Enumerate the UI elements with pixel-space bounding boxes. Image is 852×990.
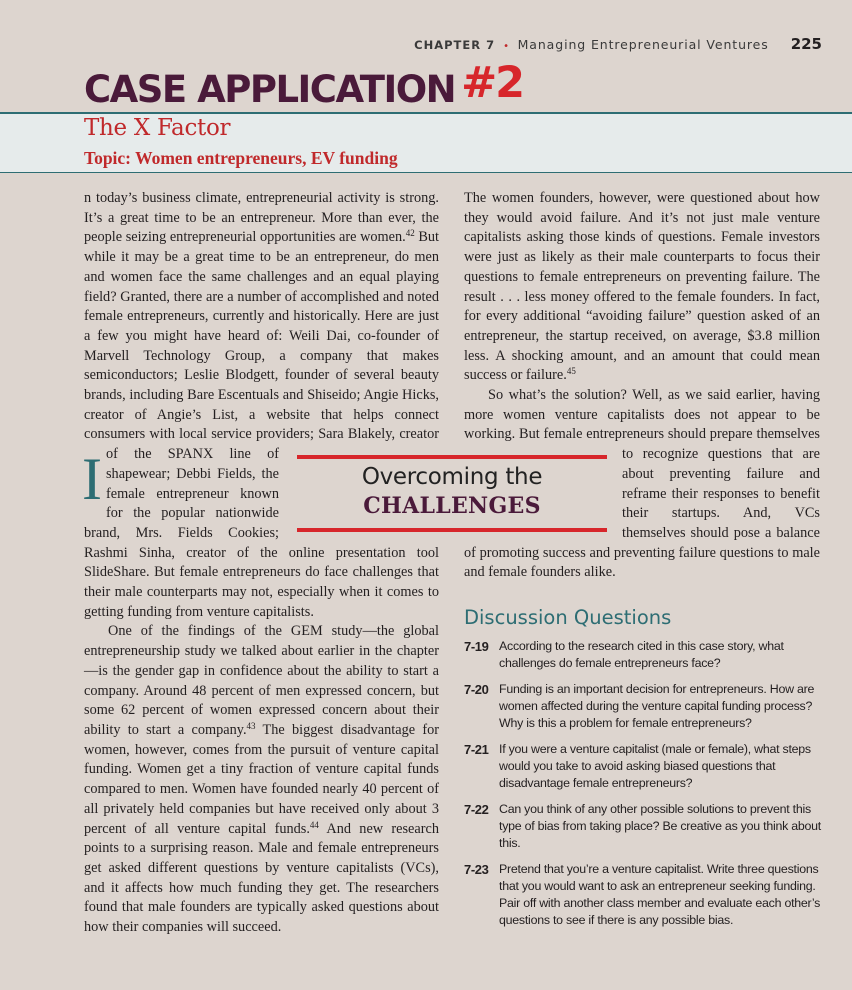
- wrap-block: [464, 452, 622, 536]
- case-title-text: CASE APPLICATION: [84, 68, 456, 111]
- case-topic: Topic: Women entrepreneurs, EV funding: [84, 148, 398, 168]
- text-run: The biggest disadvantage for women, however, comes from the pursuit of venture capital funding. Women get a tiny fraction of venture capital funds compared to men. Women have founded nearly 40 percent of all privately held companies but have received only about 3 percent of all venture capital funds.: [84, 721, 439, 837]
- question-text: If you were a venture capitalist (male or female), what steps would you take to avoid asking biased questions that disadvantage female entrepreneurs?: [499, 742, 811, 790]
- text-run: But while it may be a great time to be an entrepreneur, do men and women face the same challenges and an equal playing field? Granted, there are a number of accomplished and noted female entrepreneurs, currently and historically. Here are just a few you might have heard of: Weili Dai, co-founder of Marvell Technology Group, a company that makes semiconductors; Leslie Blodgett, founder of several beauty brands, including Bare Escentuals and Shiseido; Angie Hicks, creator of Angie’s List, a website that helps connect consumers with local service providers; Sara Blakely, creator of the SPANX line of shapewear; Debbi Fields, the female entrepreneur known for the popular nationwide brand, Mrs. Fields Cookies; Rashmi Sinha, creator of the online presentation tool SlideShare. But female entrepreneurs do face challenges that their male counterparts may not, especially when it comes to getting funding from venture capitalists.: [84, 229, 439, 620]
- question-number: 7-23: [464, 862, 489, 877]
- footnote-ref: 44: [309, 819, 319, 830]
- running-header: [414, 35, 822, 53]
- discussion-questions-heading: Discussion Questions: [464, 606, 672, 629]
- question-text: Can you think of any other possible solutions to prevent this type of bias from taking place? Be creative as you think about this.: [499, 802, 821, 850]
- footnote-ref: 43: [246, 720, 256, 731]
- case-number: #2: [461, 58, 524, 108]
- list-item: [464, 681, 824, 732]
- list-item: [464, 741, 824, 792]
- discussion-questions-list: [464, 638, 824, 938]
- header-separator: •: [503, 41, 510, 52]
- text-run: The women founders, however, were questioned about how they would avoid failure. And it’s not just male venture capitalists asking those kinds of questions. Female investors were just as likely as their male counterparts to focus their questions to female entrepreneurs on preventing failure. The result . . . less money offered to the female founders. In fact, for every additional “avoiding failure” question asked of an entrepreneur, the startup received, on average, $3.8 million less. A shocking amount, and an amount that could mean success or failure.: [464, 190, 820, 384]
- section-title: Managing Entrepreneurial Ventures: [517, 37, 769, 52]
- body-column-right: [464, 189, 820, 583]
- question-number: 7-20: [464, 682, 489, 697]
- paragraph: [464, 189, 820, 386]
- text-run: And new research points to a surprising reason. Male and female entrepreneurs get asked different questions by venture capitalists (VCs), and it affects how much funding they get. The researchers found that male founders are typically asked questions about how their companies will succeed.: [84, 820, 439, 936]
- pull-quote-line1: Overcoming the: [361, 464, 543, 490]
- list-item: [464, 638, 824, 672]
- question-text: According to the research cited in this case story, what challenges do female entrepreneurs face?: [499, 639, 784, 670]
- case-application-title: [84, 57, 523, 116]
- question-text: Funding is an important decision for entrepreneurs. How are women affected during the venture capital funding process? Why is this a problem for female entrepreneurs?: [499, 682, 815, 730]
- question-number: 7-21: [464, 742, 489, 757]
- question-number: 7-19: [464, 639, 489, 654]
- paragraph: [84, 622, 439, 937]
- list-item: [464, 861, 824, 929]
- text-run: n today’s business climate, entrepreneurial activity is strong. It’s a great time to be an entrepreneur. More than ever, the people seizing entrepreneurial opportunities are women.: [84, 190, 439, 246]
- footnote-ref: 45: [566, 366, 576, 377]
- paragraph: [84, 189, 439, 622]
- question-number: 7-22: [464, 802, 489, 817]
- pull-quote-line2: CHALLENGES: [363, 493, 541, 519]
- body-column-left: [84, 189, 439, 938]
- drop-cap: I: [82, 446, 102, 512]
- question-text: Pretend that you’re a venture capitalist. Write three questions that you would want to ask an entrepreneur seeking funding. Pair off with another class member and evaluate each other’s questions to see if there is any possible bias.: [499, 862, 821, 927]
- chapter-label: CHAPTER 7: [414, 38, 496, 52]
- text-run: One of the findings of the GEM study—the global entrepreneurship study we talked about earlier in the chapter—is the gender gap in confidence about the ability to start a company. Around 48 percent of men expressed concern, but some 62 percent of women expressed concern about their ability to start a company.: [84, 623, 439, 738]
- page-number: 225: [790, 35, 822, 53]
- footnote-ref: 42: [405, 228, 415, 239]
- case-subtitle: The X Factor: [84, 115, 231, 141]
- text-run: So what’s the solution? Well, as we said earlier, having more women venture capitalists does not appear to be working. But female entrepreneurs should prepare themselves to recognize questions that are about preventing failure and reframe their responses to benefit their startups. And, VCs themselves should pose a balance of promoting success and preventing failure questions to male and female founders alike.: [464, 387, 820, 581]
- list-item: [464, 801, 824, 852]
